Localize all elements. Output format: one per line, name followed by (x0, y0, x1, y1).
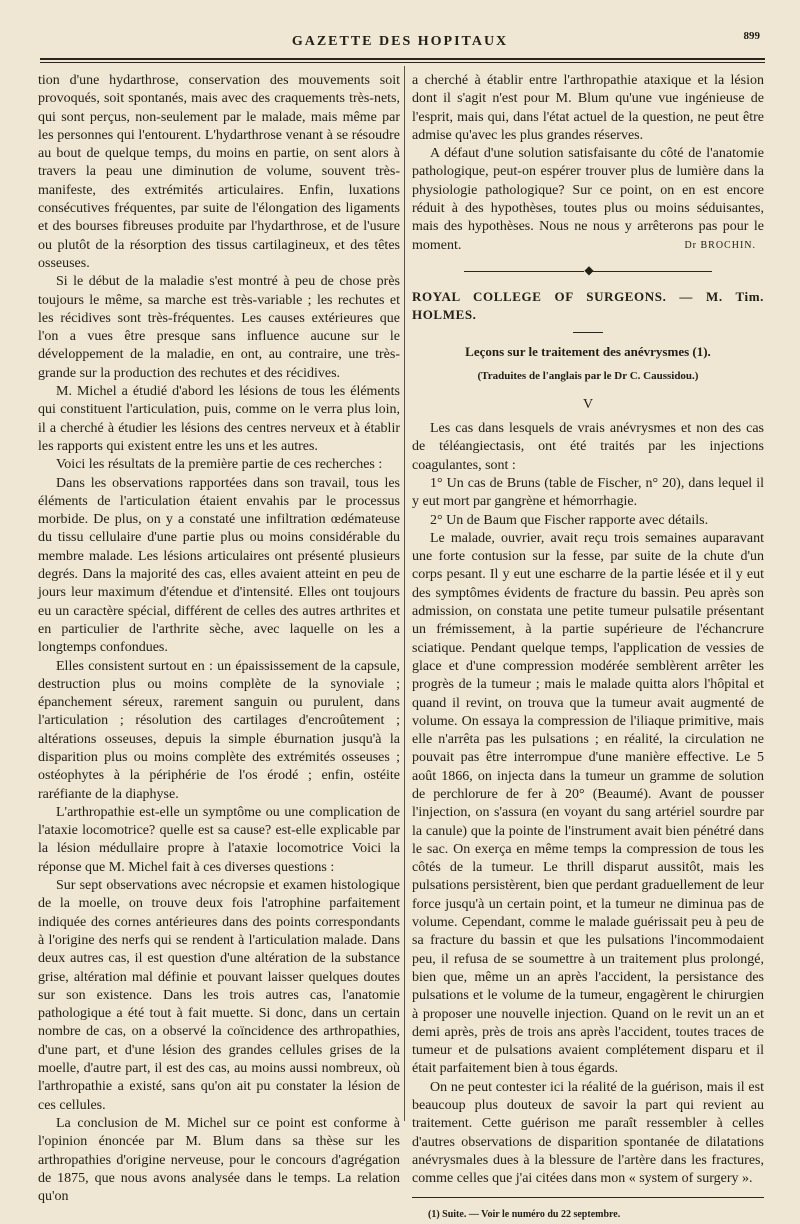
footnote: (1) Suite. — Voir le numéro du 22 septembre. (428, 1208, 621, 1220)
right-column (412, 72, 764, 1224)
lecture-title: Leçons sur le traitement des anévrysmes (1). (465, 344, 711, 360)
paragraph: 1° Un cas de Bruns (table de Fischer, n° 20), dans lequel il y eut mort par gangrène et hémorrhagie. (412, 475, 764, 510)
short-rule (573, 332, 603, 333)
paragraph: A défaut d'une solution satisfaisante du côté de l'anatomie pathologique, peut-on espérer trouver plus de lumière dans la physiologie pathologique? Sur ce point, on en est encore réduit à des hypothèses, toutes plus ou moins séduisantes, mais des hypothèses. Nous ne nous y arrêterons pas pour le moment. (412, 146, 764, 253)
journal-title: GAZETTE DES HOPITAUX (291, 34, 509, 49)
header-rule (40, 58, 765, 60)
section-heading: ROYAL COLLEGE OF SURGEONS. — M. Tim. HOLMES. (412, 288, 764, 322)
paragraph: a cherché à établir entre l'arthropathie ataxique et la lésion dont il s'agit n'est pour M. Blum qu'une vue ingénieuse de l'esprit, mais qui, dans l'état actuel de la question, ne peut être admise qu'avec les plus grandes réserves. (412, 73, 764, 143)
translation-note: (Traduites de l'anglais par le Dr C. Caussidou.) (477, 370, 699, 383)
paragraph: Les cas dans lesquels de vrais anévrysmes et non des cas de téléangiectasis, ont été traités par les injections coagulantes, sont : (412, 421, 764, 473)
paragraph: Si le début de la maladie s'est montré à peu de chose près toujours le même, sa marche est très-variable ; les rechutes et les récidives sont très-fréquentes. Les causes extérieures que l'on a vues être presque sans influence aucune sur le développement de la maladie, en ont, au contraire, une très-grande sur la production des rechutes et des récidives. (38, 274, 400, 381)
paragraph: Elles consistent surtout en : un épaississement de la capsule, destruction plus ou moins complète de la synoviale ; épanchement séreux, rarement sanguin ou purulent, dans l'articulation ; résolution des cartilages d'encroûtement ; altérations osseuses, depuis la simple éburnation jusqu'à la disparition plus ou moins complète des extrémités osseuses ; ostéophytes à la périphérie de l'os érodé ; enfin, ostéite raréfiante de la diaphyse. (38, 658, 400, 802)
paragraph: M. Michel a étudié d'abord les lésions de tous les éléments qui constituent l'articulation, puis, comme on le verra plus loin, il a cherché à étudier les lésions des centres nerveux et à établir les rapports qui existent entre les uns et les autres. (38, 384, 400, 454)
paragraph: Voici les résultats de la première partie de ces recherches : (56, 457, 383, 473)
footnote-rule (412, 1197, 764, 1198)
paragraph: tion d'une hydarthrose, conservation des mouvements soit provoqués, soit spontanés, mais avec des craquements très-nets, qui sont perçus, non-seulement par le malade, mais même par les personnes qui l'entourent. L'hydarthrose venant à se résoudre au bout de quelque temps, du moins en partie, on sent alors à travers la peau une diminution de volume, souvent très-manifeste, des extrémités articulaires. Enfin, luxations consécutives fréquentes, par suite de l'élongation des ligaments et des bourses fibreuses produite par l'hydarthrose, et de l'usure ou plutôt de la résorption des tissus cartilagineux, et des têtes osseuses. (38, 73, 400, 271)
ornament-separator: ◆ (412, 261, 764, 279)
paragraph: On ne peut contester ici la réalité de la guérison, mais il est beaucoup plus douteux de savoir la part qui revient au traitement. Cette guérison me paraît ressembler à celles d'autres observations de disparition spontanée de dilatations anévrysmales dues à la blessure de l'artère dans les fractures, comme celles que j'ai citées dans mon « system of surgery ». (412, 1079, 764, 1187)
paragraph: L'arthropathie est-elle un symptôme ou une complication de l'ataxie locomotrice? quelle est sa cause? est-elle explicable par la lésion médullaire propre à l'ataxie locomotrice Voici la réponse que M. Michel fait à ces diverses questions : (38, 804, 400, 875)
header-rule-thin (40, 62, 765, 63)
page-header (30, 30, 770, 56)
author-signature: Dr BROCHIN. (684, 239, 756, 251)
lecture-number: V (582, 396, 594, 412)
paragraph: 2° Un de Baum que Fischer rapporte avec détails. (430, 512, 709, 528)
paragraph: Le malade, ouvrier, avait reçu trois semaines auparavant une forte contusion sur la fesse, par suite de la chute d'un corps pesant. Il y eut une escharre de la partie lésée et il y eut des symptômes évidents de fracture du bassin. Peu après son admission, on constata une petite tumeur pulsatile présentant un frémissement, à la partie supérieure de l'échancrure sciatique. Pendant quelque temps, l'application de vessies de glace et d'une compression modérée semblèrent arrêter les progrès de la tumeur ; mais le malade quitta alors l'hôpital et quand il revint, on trouva que la tumeur avait augmenté de volume. On essaya la compression de l'iliaque primitive, mais elle n'arrêta pas les pulsations ; en réalité, la circulation ne pouvait pas être interrompue d'une manière effective. Le 5 août 1866, on injecta dans la tumeur un gramme de solution de perchlorure de fer à 20° (Beaumé). Avant de pousser l'injection, on s'assura (en voyant du sang artériel sourdre par la canule) que la pointe de l'instrument avait bien pénétré dans le sac. On exerça en même temps la compression de tous les côtés de la tumeur. Le thrill disparut aussitôt, mais les pulsations persistèrent, bien que perdant graduellement de leur force jusqu'à un certain point, et la tumeur ne diminua pas de volume. Cependant, comme le malade guérissait peu à peu de sa fracture du bassin et que les pulsations l'incommodaient peu, il refusa de se soumettre à un traitement plus prolongé, bien que, même un an après l'accident, la persistance des pulsations et le volume de la tumeur, engagèrent le chirurgien à proposer une nouvelle injection. Quand on le revit un an et demi après, près de trois ans après l'accident, toutes traces de tumeur et de pulsations avaient complétement disparu et il était parfaitement bien à tous égards. (412, 530, 764, 1077)
page-number: 899 (743, 30, 760, 42)
paragraph: Dans les observations rapportées dans son travail, tous les éléments de l'articulation étaient envahis par le processus morbide. De plus, on y a constaté une infiltration œdémateuse du tissu cellulaire d'une partie plus ou moins considérable du membre malade. Les lésions articulaires ont présenté plusieurs degrés. Dans la majorité des cas, elles avaient atteint en peu de jours leur maximum d'étendue et d'intensité. Elles ont toujours eu un caractère spécial, différent de celles des autres arthrites et en particulier de l'arthrite sèche, avec laquelle on les a longtemps confondues. (38, 475, 400, 656)
left-column (38, 72, 400, 1206)
paragraph: La conclusion de M. Michel sur ce point est conforme à l'opinion énoncée par M. Blum dans sa thèse sur les arthropathies d'origine nerveuse, pour le concours d'agrégation de 1875, que nous avons analysée dans le temps. La relation qu'on (38, 1115, 400, 1205)
column-divider (404, 66, 405, 1121)
paragraph: Sur sept observations avec nécropsie et examen histologique de la moelle, on trouve deux fois l'atrophine parfaitement indiquée des cornes antérieures dans des points correspondants à l'origine des nerfs qui se rendent à l'articulation malade. Dans deux autres cas, il est question d'une altération de la substance grise, altération mal définie et pouvant laisser quelques doutes sur son existence. Dans les trois autres cas, l'anatomie pathologique a été tout à fait muette. Si donc, dans un certain nombre de cas, on a observé la coïncidence des arthropathies, d'une part, et d'une lésion des grandes cellules grises de la moelle, d'autre part, il est des cas, au moins aussi nombreux, où l'arthropathie a existé, sans qu'on ait pu constater la lésion de ces cellules. (38, 878, 400, 1113)
